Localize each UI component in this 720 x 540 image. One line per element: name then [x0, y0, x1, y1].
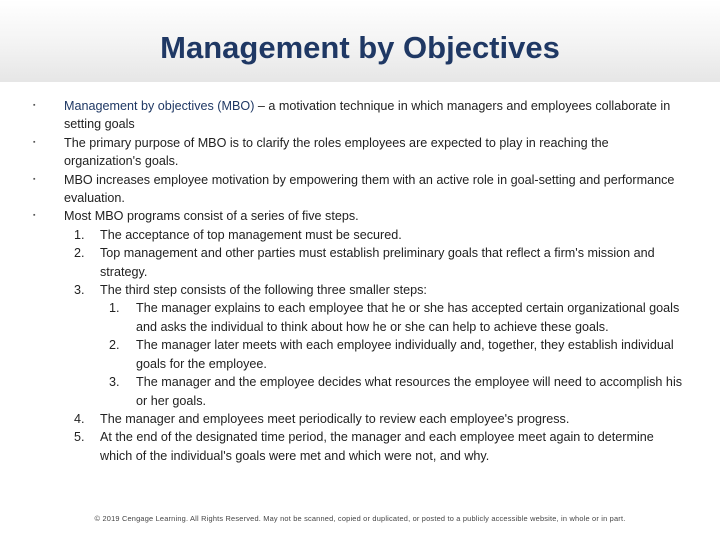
copyright-footer: © 2019 Cengage Learning. All Rights Reserved. May not be scanned, copied or duplicated, or posted to a publicly accessible website, in whole or in part.	[94, 514, 626, 523]
step-text: The acceptance of top management must be secured.	[100, 227, 402, 242]
step-item	[33, 244, 683, 281]
slide-content	[33, 97, 683, 465]
substep-item	[33, 373, 683, 410]
substep-item	[33, 299, 683, 336]
bullet-icon: ▪	[33, 138, 36, 146]
bullet-text: The primary purpose of MBO is to clarify the roles employees are expected to play in reaching the organization's goals.	[64, 135, 609, 169]
step-item	[33, 428, 683, 465]
step-number: 2.	[74, 246, 85, 261]
step-number: 1.	[74, 227, 85, 242]
slide-title: Management by Objectives	[160, 30, 560, 65]
bullet-text: MBO increases employee motivation by empowering them with an active role in goal-setting and performance evaluation.	[64, 172, 675, 206]
bullet-item	[33, 171, 683, 208]
substep-item	[33, 336, 683, 373]
step-number: 3.	[74, 283, 85, 298]
substep-text: The manager and the employee decides what resources the employee will need to accomplish his or her goals.	[136, 375, 683, 408]
step-number: 4.	[74, 411, 85, 426]
step-item	[33, 226, 683, 244]
step-item	[33, 281, 683, 299]
bullet-item	[33, 97, 683, 134]
step-item	[33, 410, 683, 428]
step-number: 5.	[74, 430, 85, 445]
substep-number: 2.	[109, 338, 120, 353]
bullet-item	[33, 134, 683, 171]
bullet-icon: ▪	[33, 212, 36, 220]
step-text: The manager and employees meet periodically to review each employee's progress.	[100, 411, 570, 426]
step-text: The third step consists of the following three smaller steps:	[100, 283, 427, 298]
step-text: At the end of the designated time period, the manager and each employee meet again to determine which of the individual's goals were met and which were not, and why.	[100, 430, 654, 463]
bullet-text: Most MBO programs consist of a series of five steps.	[64, 209, 359, 224]
step-text: Top management and other parties must establish preliminary goals that reflect a firm's mission and strategy.	[100, 246, 655, 279]
substep-number: 3.	[109, 375, 120, 390]
substep-text: The manager later meets with each employee individually and, together, they establish individual goals for the employee.	[136, 338, 674, 371]
substep-number: 1.	[109, 301, 120, 316]
bullet-icon: ▪	[33, 102, 36, 109]
bullet-text: – a motivation technique in which managers and employees collaborate in setting goals	[64, 99, 671, 132]
substep-text: The manager explains to each employee that he or she has accepted certain organizational goals and asks the individual to think about how he or she can help to achieve these goals.	[136, 301, 680, 334]
bullet-term: Management by objectives (MBO)	[64, 99, 255, 113]
bullet-item	[33, 207, 683, 225]
bullet-icon: ▪	[33, 175, 36, 183]
